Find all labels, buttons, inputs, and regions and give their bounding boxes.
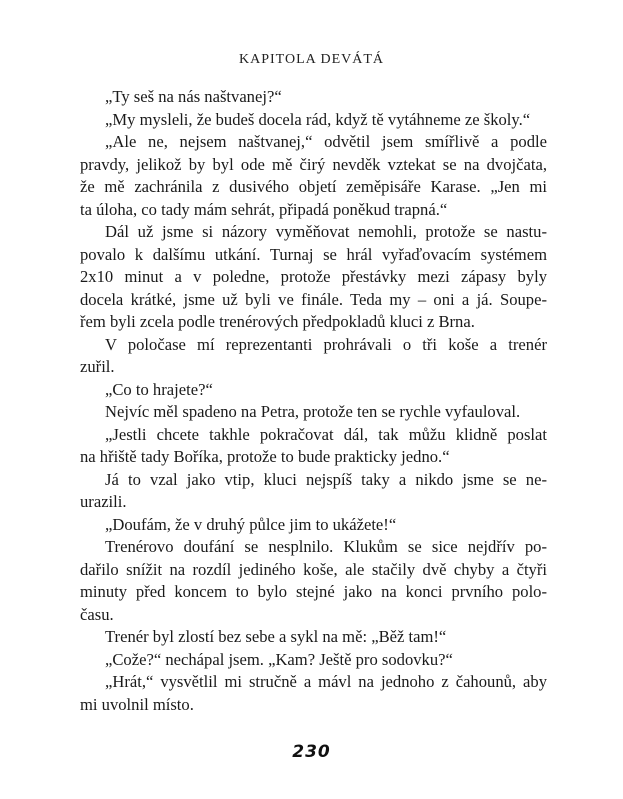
text-line: ta úloha, co tady mám sehrát, připadá poněkud trapná.“ (80, 199, 448, 219)
paragraph (80, 221, 547, 334)
paragraph (80, 379, 547, 402)
text-line: docela krátké, jsme už byli ve finále. Teda my – oni a já. Soupe- (80, 289, 547, 309)
text-line: „Co to hrajete?“ (105, 379, 213, 399)
text-line: urazili. (80, 492, 127, 511)
text-line: Dál už jsme si názory vyměňovat nemohli, protože se nastu- (105, 222, 547, 241)
text-line: Já to vzal jako vtip, kluci nejspíš taky a nikdo jsme se ne- (105, 469, 547, 489)
paragraph (80, 671, 547, 716)
text-line: „Doufám, že v druhý půlce jim to ukážete!“ (105, 514, 397, 534)
text-line: „Ty seš na nás naštvanej?“ (105, 87, 282, 106)
text-line: že mě zachránila z dusivého objetí zeměpisáře Karase. „Jen mi (80, 177, 547, 196)
paragraph (80, 469, 547, 514)
paragraph (80, 626, 547, 649)
text-line: „My mysleli, že budeš docela rád, když tě vytáhneme ze školy.“ (105, 109, 531, 129)
chapter-header: KAPITOLA DEVÁTÁ (238, 52, 384, 67)
text-line: dařilo snížit na rozdíl jediného koše, ale stačily dvě chyby a čtyři (80, 559, 547, 579)
paragraph (80, 131, 547, 221)
text-line: řem byli zcela podle trenérových předpokladů kluci z Brna. (80, 312, 475, 331)
text-line: „Cože?“ nechápal jsem. „Kam? Ještě pro sodovku?“ (105, 649, 453, 669)
text-line: na hřiště tady Boříka, protože to bude prakticky jedno.“ (80, 447, 450, 466)
paragraph (80, 536, 547, 626)
paragraph (80, 334, 547, 379)
text-line: Trenérovo doufání se nesplnilo. Klukům se sice nejdřív po- (105, 537, 547, 556)
text-line: povalo k dalšímu utkání. Turnaj se hrál vyřaďovacím systémem (80, 244, 547, 264)
text-line: V poločase mí reprezentanti prohrávali o tři koše a trenér (105, 334, 547, 354)
page-body (80, 86, 547, 716)
paragraph (80, 424, 547, 469)
text-line: „Ale ne, nejsem naštvanej,“ odvětil jsem smířlivě a podle (105, 132, 547, 151)
text-line: 2x10 minut a v poledne, protože přestávky mezi zápasy byly (80, 267, 547, 286)
text-line: Nejvíc měl spadeno na Petra, protože ten se rychle vyfauloval. (105, 402, 521, 421)
text-line: „Jestli chcete takhle pokračovat dál, tak můžu klidně poslat (105, 424, 547, 444)
paragraph (80, 514, 547, 537)
text-line: mi uvolnil místo. (80, 694, 194, 714)
paragraph (80, 401, 547, 424)
text-line: minuty před koncem to bylo stejné jako na konci prvního polo- (80, 582, 547, 601)
text-line: „Hrát,“ vysvětlil mi stručně a mávl na jednoho z čahounů, aby (105, 672, 547, 691)
text-line: Trenér byl zlostí bez sebe a sykl na mě: „Běž tam!“ (105, 627, 447, 646)
paragraph (80, 86, 547, 109)
text-line: pravdy, jelikož by byl ode mě čirý nevděk vztekat se na dvojčata, (80, 154, 547, 174)
paragraph (80, 109, 547, 132)
text-line: zuřil. (80, 357, 115, 376)
text-line: času. (80, 604, 114, 624)
paragraph (80, 649, 547, 672)
page-number: 230 (292, 742, 331, 762)
